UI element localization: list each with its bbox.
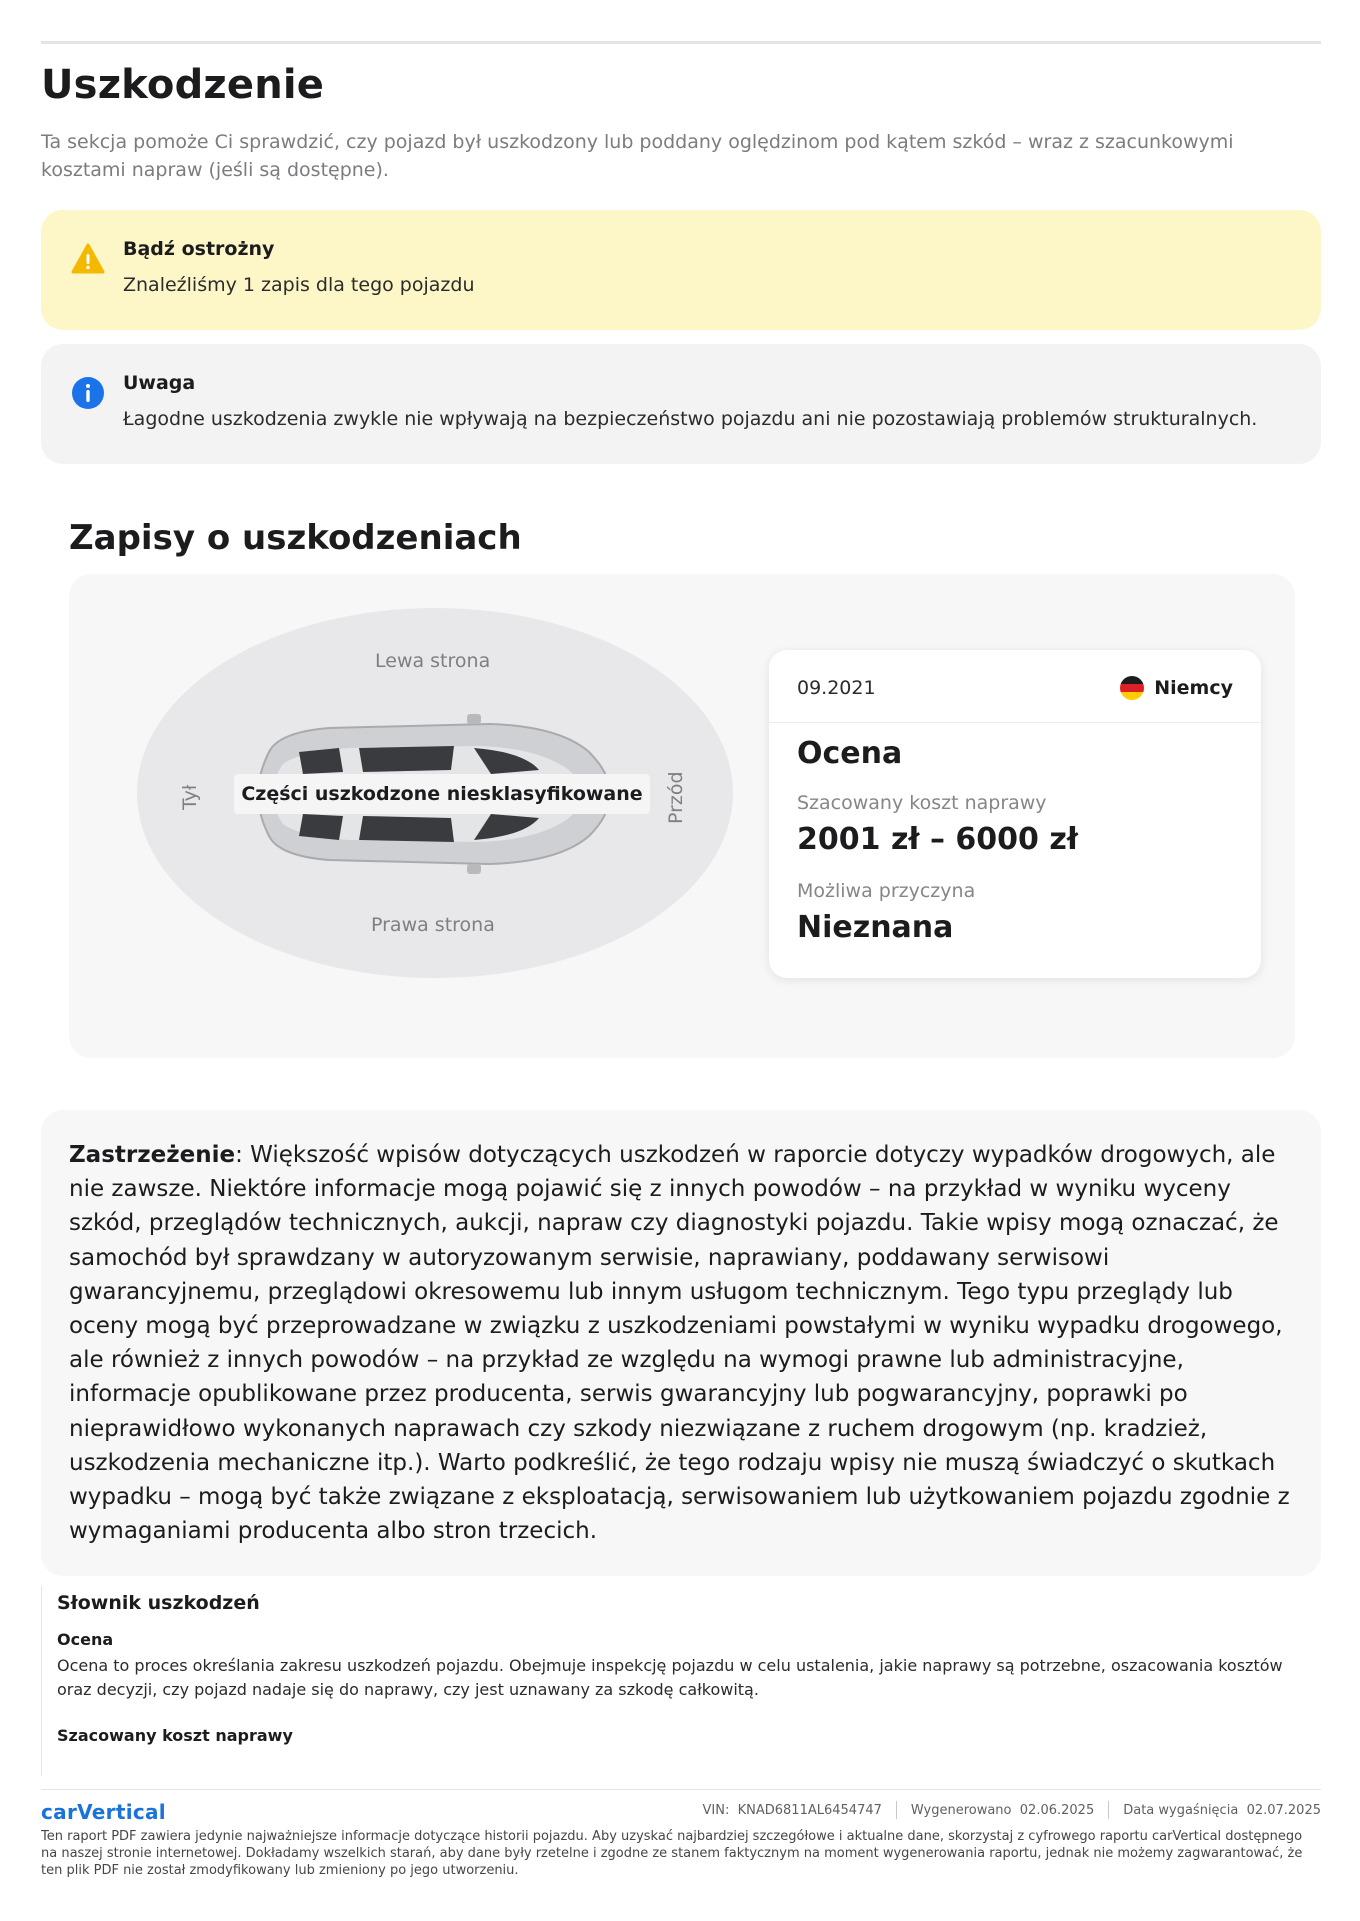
generated-date: 02.06.2025	[1019, 1802, 1095, 1818]
generated-label: Wygenerowano	[910, 1802, 1012, 1818]
record-country	[1120, 676, 1233, 700]
glossary-term: Szacowany koszt naprawy	[57, 1726, 293, 1745]
record-divider	[769, 722, 1261, 723]
report-meta	[703, 1801, 1322, 1819]
expiry-label: Data wygaśnięcia	[1123, 1802, 1239, 1818]
warning-triangle-icon	[71, 242, 105, 276]
carvertical-logo: carVertical	[41, 1800, 166, 1824]
footer-divider	[41, 1789, 1321, 1790]
info-alert-text: Łagodne uszkodzenia zwykle nie wpływają na bezpieczeństwo pojazdu ani nie pozostawiają problemów strukturalnych.	[123, 408, 1258, 430]
disclaimer-text	[69, 1138, 1297, 1548]
warning-alert	[41, 210, 1321, 330]
glossary-definition: Ocena to proces określania zakresu uszkodzeń pojazdu. Obejmuje inspekcję pojazdu w celu ustalenia, jakie naprawy są potrzebne, oszacowania kosztów oraz decyzji, czy pojazd nadaje się do naprawy, czy jest uznawany za szkodę całkowitą.	[57, 1656, 1283, 1699]
record-type: Ocena	[797, 736, 903, 771]
info-alert-title: Uwaga	[123, 372, 196, 394]
disclaimer-box	[41, 1110, 1321, 1576]
right-side-label: Prawa strona	[371, 914, 495, 936]
vin-label: VIN:	[702, 1802, 730, 1818]
warning-alert-text: Znaleźliśmy 1 zapis dla tego pojazdu	[123, 274, 475, 296]
warning-alert-title: Bądź ostrożny	[123, 238, 275, 260]
damage-glossary	[41, 1586, 1321, 1776]
vin-value: KNAD6811AL6454747	[737, 1802, 882, 1818]
top-divider	[41, 41, 1321, 44]
record-date: 09.2021	[797, 677, 876, 699]
expiry-date: 02.07.2025	[1246, 1802, 1321, 1818]
records-section-title: Zapisy o uszkodzeniach	[69, 518, 522, 558]
damage-record-card	[769, 650, 1261, 978]
record-country-name: Niemcy	[1154, 677, 1233, 699]
glossary-title: Słownik uszkodzeń	[57, 1592, 260, 1614]
disclaimer-body: : Większość wpisów dotyczących uszkodzeń w raporcie dotyczy wypadków drogowych, ale nie zawsze. Niektóre informacje mogą pojawić się z innych powodów – na przykład w wyniku wyceny szkód, przeglądów technicznych, aukcji, napraw czy diagnostyki pojazdu. Takie wpisy mogą oznaczać, że samochód był sprawdzany w autoryzowanym serwisie, naprawiany, poddawany serwisowi gwarancyjnemu, przeglądowi okresowemu lub innym usługom technicznym. Tego typu przeglądy lub oceny mogą być przeprowadzane w związku z uszkodzeniami powstałymi w wyniku wypadku drogowego, ale również z innych powodów – na przykład ze względu na wymogi prawne lub administracyjne, informacje opublikowane przez producenta, serwis gwarancyjny lub pogwarancyjny, poprawki po nieprawidłowo wykonanych naprawach czy szkody niezwiązane z ruchem drogowym (np. kradzież, uszkodzenia mechaniczne itp.). Warto podkreślić, że tego rodzaju wpisy nie muszą świadczyć o skutkach wypadku – mogą być także związane z eksploatacją, serwisowaniem lub użytkowaniem pojazdu zgodnie z wymaganiami producenta albo stron trzecich.	[69, 1142, 1290, 1545]
record-cost: 2001 zł – 6000 zł	[797, 822, 1078, 857]
info-alert	[41, 344, 1321, 464]
footer-note: Ten raport PDF zawiera jedynie najważniejsze informacje dotyczące historii pojazdu. Aby uzyskać najbardziej szczegółowe i aktualne dane, skorzystaj z cyfrowego raportu carVertical dostępnego na naszej stronie internetowej. Dokładamy wszelkich starań, aby dane były rzetelne i zgodne ze stanem faktycznym na moment wygenerowania raportu, jednak nie możemy zagwarantować, że ten plik PDF nie został zmodyfikowany lub zmieniony po jego utworzeniu.	[41, 1829, 1303, 1878]
glossary-term: Ocena	[57, 1630, 114, 1649]
record-cost-label: Szacowany koszt naprawy	[797, 792, 1047, 814]
rear-label: Tył	[179, 784, 201, 810]
page-title: Uszkodzenie	[41, 62, 325, 108]
record-cause-label: Możliwa przyczyna	[797, 880, 976, 902]
meta-separator	[896, 1801, 897, 1819]
front-label: Przód	[665, 771, 687, 824]
germany-flag-icon	[1120, 676, 1144, 700]
left-side-label: Lewa strona	[375, 650, 491, 672]
page-intro: Ta sekcja pomoże Ci sprawdzić, czy pojazd był uszkodzony lub poddany oględzinom pod kątem szkód – wraz z szacunkowymi kosztami napraw (jeśli są dostępne).	[41, 131, 1234, 181]
meta-separator	[1108, 1801, 1109, 1819]
info-circle-icon	[71, 376, 105, 410]
record-cause: Nieznana	[797, 910, 954, 945]
damage-records-card	[69, 574, 1295, 1058]
damaged-parts-label: Części uszkodzone niesklasyfikowane	[234, 774, 650, 814]
disclaimer-label: Zastrzeżenie	[69, 1142, 236, 1168]
